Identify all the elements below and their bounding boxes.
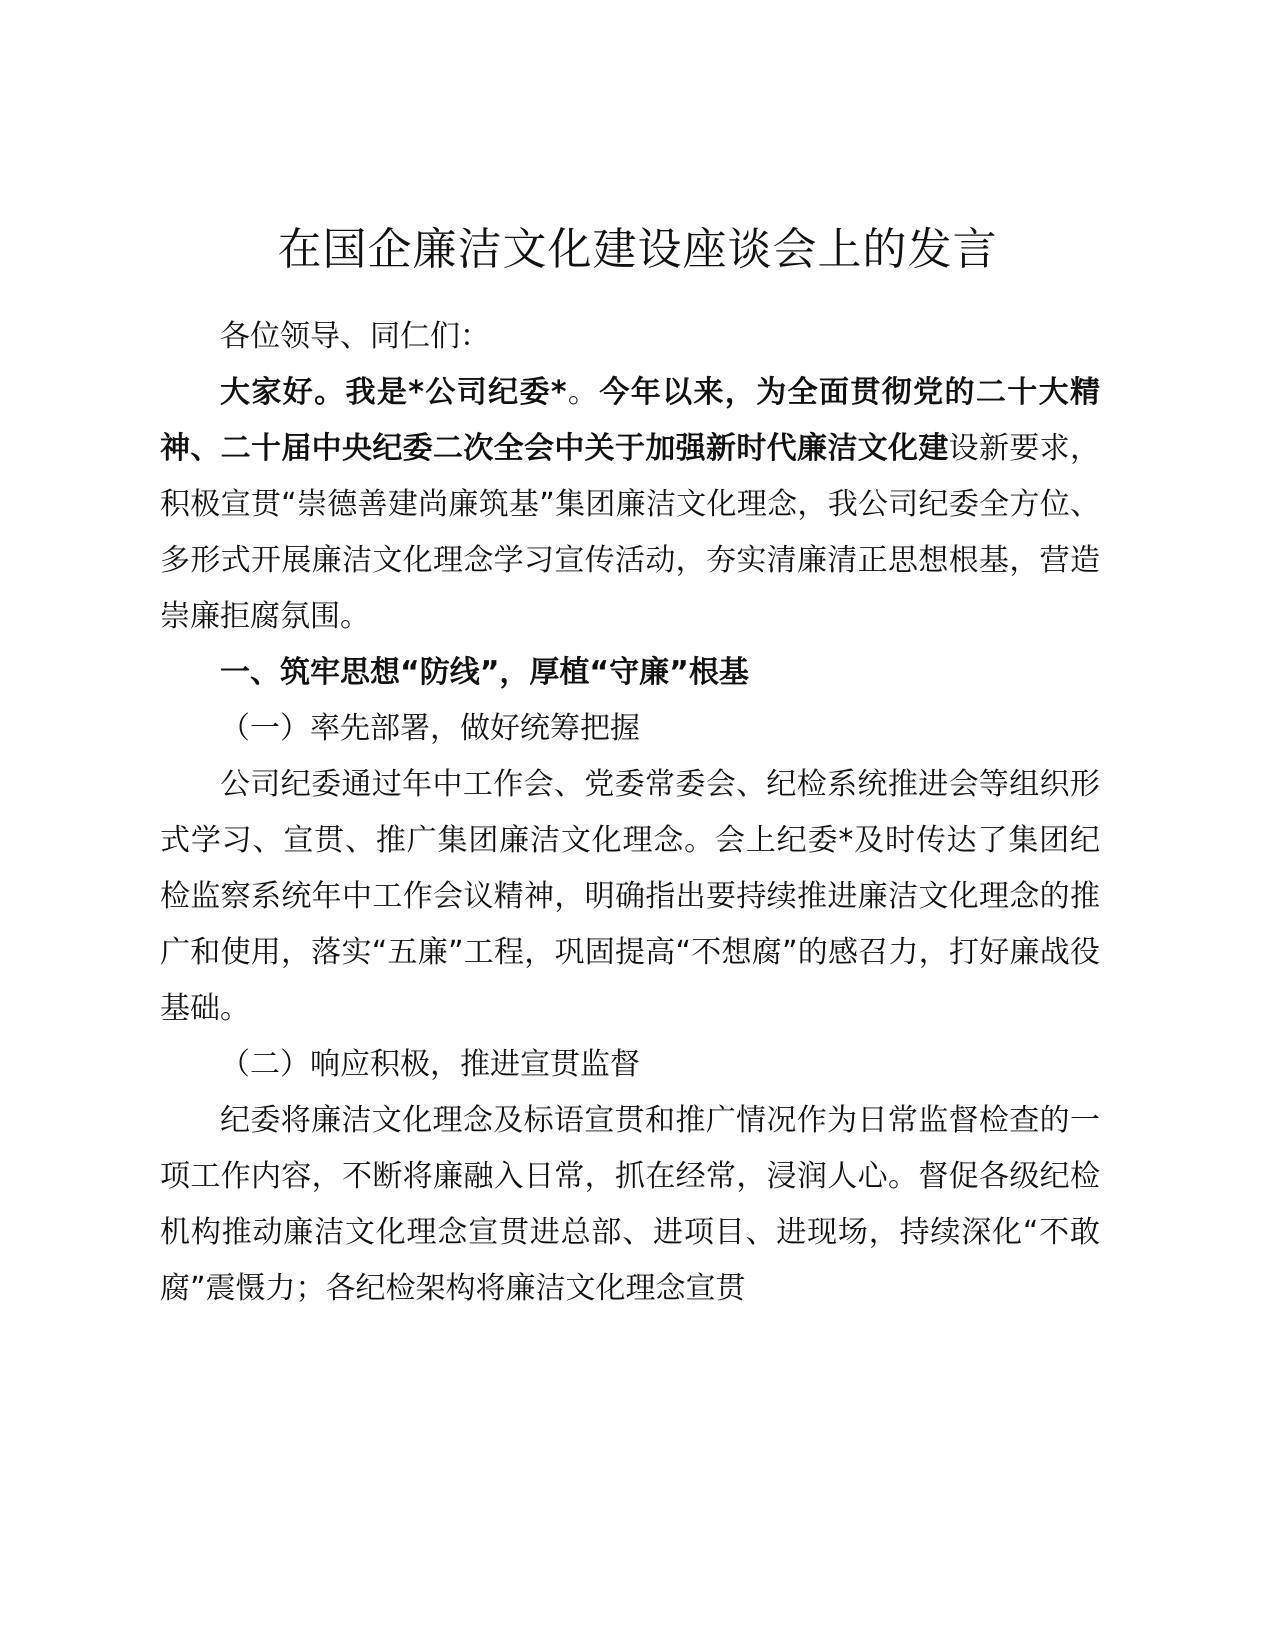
salutation: 各位领导、同仁们： xyxy=(220,319,490,354)
intro-bold-greeting: 大家好。我是*公司纪委* xyxy=(220,375,567,410)
subsection1-paragraph: 公司纪委通过年中工作会、党委常委会、纪检系统推进会等组织形式学习、宣贯、推广集团廉洁文化理念。会上纪委*及时传达了集团纪检监察系统年中工作会议精神，明确指出要持续推进廉洁文化理念的推广和使用，落实“五廉”工程，巩固提高“不想腐”的感召力，打好廉战役基础。 xyxy=(160,767,1100,1026)
subsection1-heading: （一）率先部署，做好统筹把握 xyxy=(220,711,640,746)
subsection2-heading: （二）响应积极，推进宣贯监督 xyxy=(220,1047,640,1082)
subsection2-paragraph: 纪委将廉洁文化理念及标语宣贯和推广情况作为日常监督检查的一项工作内容，不断将廉融入日常，抓在经常，浸润人心。督促各级纪检机构推动廉洁文化理念宣贯进总部、进项目、进现场，持续深化“不敢腐”震慑力；各纪检架构将廉洁文化理念宣贯 xyxy=(160,1103,1100,1306)
intro-period: 。 xyxy=(566,375,600,410)
document-title: 在国企廉洁文化建设座谈会上的发言 xyxy=(277,224,998,275)
intro-rest: 设新要求，积极宣贯“崇德善建尚廉筑基”集团廉洁文化理念，我公司纪委全方位、多形式开展廉洁文化理念学习宣传活动，夯实清廉清正思想根基，营造崇廉拒腐氛围。 xyxy=(160,431,1101,634)
document-body xyxy=(160,309,1100,1317)
intro-bold-statement: 今年以来，为全面贯彻党的二十大精神、二十届中央纪委二次全会中关于加强新时代廉洁文化建 xyxy=(160,375,1100,466)
section1-heading: 一、筑牢思想“防线”，厚植“守廉”根基 xyxy=(220,655,749,690)
intro-paragraph xyxy=(160,365,1100,645)
